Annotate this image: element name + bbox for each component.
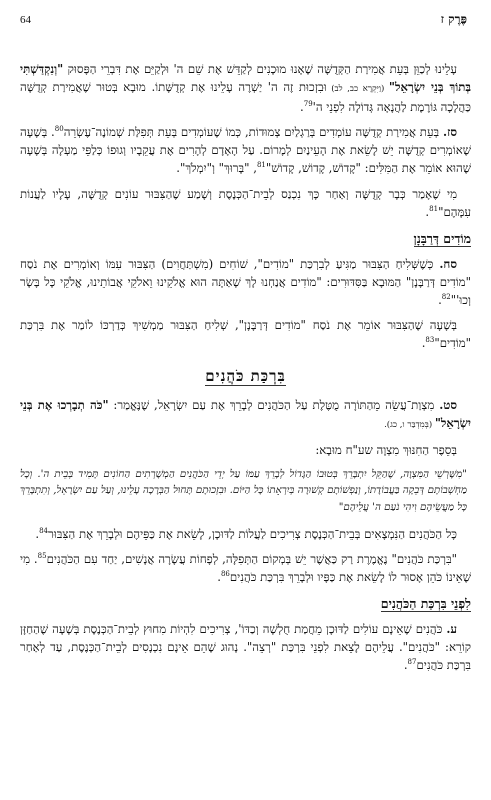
footnote-marker: 84 bbox=[39, 527, 49, 536]
paragraph-text: עָלֵינוּ לְכַוֵּן בְּעֵת אֲמִירַת הַקְּדֻשָּׁה שֶׁאָנוּ מוּכָנִים לְקַדֵּשׁ אֶת שֵׁם ה' וּלְקַיֵּם אֶת דִּבְרֵי הַפָּסוּק bbox=[63, 62, 457, 76]
heading-text: בִּרְכַּת כֹּהֲנִים bbox=[205, 367, 286, 386]
footnote-marker: 80 bbox=[54, 125, 64, 134]
paragraph-minyan: "בִּרְכַּת כֹּהֲנִים" נֶאֱמֶרֶת רַק כַּאֲשֶׁר יֵשׁ בְּמְקוֹם הַתְּפִלָּה, לְפָחוֹת עֲשָׂרָה אֲנָשִׁים, יַחַד עִם הַכֹּהֲנִים$^{85}$. מִי שֶׁאֵינוֹ כֹּהֵן אָסוּר לוֹ לָשֵׂאת אֶת כַּפָּיו וּלְבָרֵךְ בִּרְכַּת כֹּהֲנִים$^{86}$. bbox=[20, 552, 471, 585]
footnote-marker: 81 bbox=[429, 204, 439, 213]
page-number: 64 bbox=[20, 14, 31, 26]
paragraph-text: בְּשָׁעָה שֶׁהַצִּבּוּר אוֹמֵר אֶת נֹסַח "מוֹדִים דְּרַבָּנָן", שְׁלִיחַ הַצִּבּוּר מַמְשִׁיךְ כְּדַרְכּוֹ לוֹמַר אֶת בִּרְכַּת "מוֹדִים" bbox=[20, 318, 471, 351]
paragraph-text: כָּל הַכֹּהֲנִים הַנִּמְצָאִים בְּבֵית־הַכְּנֶסֶת צְרִיכִים לַעֲלוֹת לַדּוּכָן, לָשֵׂאת אֶת כַּפֵּיהֶם וּלְבָרֵךְ אֶת הַצִּבּוּר bbox=[48, 527, 457, 541]
paragraph-text: . בְּשָׁעָה שֶׁאוֹמְרִים קְדֻשָּׁה יֵשׁ לָשֵׂאת אֶת הָעֵינַיִם לְמָרוֹם. עַל הָאָדָם לְהָרִים אֶת עֲקֵבָיו וְגוּפוֹ כְּלַפֵּי מַעְלָה בְּשָׁעָה שֶׁהוּא אוֹמֵר אֶת הַמִּלִּים: "קָדוֹשׁ, קָדוֹשׁ, קָדוֹשׁ" bbox=[20, 125, 471, 176]
footnote-marker: 79 bbox=[303, 100, 313, 109]
section-heading-before-birkat bbox=[20, 596, 471, 612]
footnote-marker: 81 bbox=[256, 161, 266, 170]
footnote-marker: 82 bbox=[441, 293, 451, 302]
paragraph-text: כֹּהֲנִים שֶׁאֵינָם עוֹלִים לַדּוּכָן מֵחֲמַת חֻלְשָׁה וְכַדּוֹ', צְרִיכִים לִהְיוֹת מִחוּץ לְבֵית־הַכְּנֶסֶת בְּשָׁעָה שֶׁהַחַזָּן קוֹרֵא: "כֹּהֲנִים". עֲלֵיהֶם לָצֵאת לִפְנֵי בִּרְכַּת "רְצֵה". נָהוּג שֶׁהֵם אֵינָם נִכְנָסִים לְבֵית־הַכְּנֶסֶת, עַד לְאַחַר בִּרְכַּת כֹּהֲנִים bbox=[20, 622, 471, 673]
footnote-marker: 87 bbox=[407, 658, 417, 667]
section-heading-birkat-kohanim bbox=[20, 366, 471, 386]
paragraph-sefer-hachinuch bbox=[20, 441, 471, 459]
section-label: סז. bbox=[443, 125, 457, 140]
chapter-title: פֶּרֶק ז bbox=[440, 12, 467, 26]
paragraph-text: בְּעֵת אֲמִירַת קְדֻשָּׁה עוֹמְדִים בְּרַגְלַיִם צְמוּדוֹת, כְּמוֹ שֶׁעוֹמְדִים בְּעֵת תְּפִלַּת שְׁמוֹנֶה־עֶשְׂרֵה bbox=[63, 125, 443, 140]
paragraph-text: "בִּרְכַּת כֹּהֲנִים" נֶאֱמֶרֶת רַק כַּאֲשֶׁר יֵשׁ בְּמְקוֹם הַתְּפִלָּה, לְפָחוֹת עֲשָׂרָה אֲנָשִׁים, יַחַד עִם הַכֹּהֲנִים bbox=[46, 552, 457, 567]
verse-reference: (בְּמִדְבַּר ו, כג). bbox=[384, 420, 435, 431]
heading-text: מוֹדִים דְּרַבָּנָן bbox=[413, 230, 471, 246]
page-body bbox=[20, 60, 471, 794]
page-header bbox=[0, 12, 491, 38]
paragraph-67: סז. בְּעֵת אֲמִירַת קְדֻשָּׁה עוֹמְדִים בְּרַגְלַיִם צְמוּדוֹת, כְּמוֹ שֶׁעוֹמְדִים בְּעֵת תְּפִלַּת שְׁמוֹנֶה־עֶשְׂרֵה$^{80}$. בְּשָׁעָה שֶׁאוֹמְרִים קְדֻשָּׁה יֵשׁ לָשֵׂאת אֶת הָעֵינַיִם לְמָרוֹם. עַל הָאָדָם לְהָרִים אֶת עֲקֵבָיו וְגוּפוֹ כְּלַפֵּי מַעְלָה בְּשָׁעָה שֶׁהוּא אוֹמֵר אֶת הַמִּלִּים: "קָדוֹשׁ, קָדוֹשׁ, קָדוֹשׁ"$^{81}$, "בָּרוּךְ" וְ"יִמְלֹךְ". bbox=[20, 125, 471, 176]
footnote-marker: 85 bbox=[37, 552, 47, 561]
section-label: סט. bbox=[439, 398, 457, 413]
quote-block-chinuch: "מִשָּׁרְשֵׁי הַמִּצְוָה, שֶׁהַקֵּל יִתְבָּרֵךְ בְּטוּבוֹ הַגָּדוֹל לְבָרֵךְ עַמּוֹ עַל יְדֵי הַכֹּהֲנִים הַמְשָׁרְתִים הַחוֹנִים תָּמִיד בְּבֵית ה'. וְכָל מַחְשְׁבוֹתָם דְּבֵקָה בַּעֲבוֹדָתוֹ, וְנַפְשׁוֹתָם קְשׁוּרָה בְּיִרְאָתוֹ כָּל הַיּוֹם. וּבִזְכוּתָם תָּחוּל הַבְּרָכָה עָלֵינוּ, וְעַל עַם יִשְׂרָאֵל, וְתִתְבָּרֵךְ כָּל מַעֲשֵׂיהֶם וִיהִי נֹעַם ה' עֲלֵיהֶם" bbox=[20, 468, 467, 513]
section-heading-modim bbox=[20, 231, 471, 247]
paragraph-text: , "בָּרוּךְ" וְ"יִמְלֹךְ" bbox=[180, 161, 257, 176]
paragraph-text: כְּשֶׁשְּׁלִיחַ הַצִּבּוּר מַגִּיעַ לְבִרְכַּת "מוֹדִים", שׁוֹחִים (מִשְׁתַּחֲוִים) הַצִּבּוּר עִמּוֹ וְאוֹמְרִים אֶת נֹסַח "מוֹדִים דְּרַבָּנָן" הַמּוּבָא בַּסִּדּוּרִים: "מוֹדִים אֲנַחְנוּ לָךְ שָׁאַתָּה הוּא אֱלֹקֵינוּ וֵאלֹקֵי אֲבוֹתֵינוּ, אֱלֹקֵי כָּל בָּשָׂר וְכוּ'" bbox=[20, 256, 471, 307]
footnote-marker: 83 bbox=[425, 336, 435, 345]
paragraph-text: וּבִזְכוּת זֶה ה' יַשְׁרֶה עָלֵינוּ אֶת קְדֻשָּׁתוֹ. מוּבָא בְּטוּר שֶׁאֲמִירַת קְדֻשָּׁה כַּהֲלָכָה גּוֹרֶמֶת לַהֲנָאָה גְּדוֹלָה לִפְנֵי ה' bbox=[20, 80, 471, 115]
heading-text: לִפְנֵי בִּרְכַּת הַכֹּהֲנִים bbox=[380, 596, 471, 612]
paragraph-68: סח. כְּשֶׁשְּׁלִיחַ הַצִּבּוּר מַגִּיעַ לְבִרְכַּת "מוֹדִים", שׁוֹחִים (מִשְׁתַּחֲוִים) הַצִּבּוּר עִמּוֹ וְאוֹמְרִים אֶת נֹסַח "מוֹדִים דְּרַבָּנָן" הַמּוּבָא בַּסִּדּוּרִים: "מוֹדִים אֲנַחְנוּ לָךְ שָׁאַתָּה הוּא אֱלֹקֵינוּ וֵאלֹקֵי אֲבוֹתֵינוּ, אֱלֹקֵי כָּל בָּשָׂר וְכוּ'"$^{82}$. bbox=[20, 256, 471, 307]
paragraph-text: מִי שֶׁאָמַר כְּבָר קְדֻשָּׁה וְאַחַר כָּךְ נִכְנַס לְבֵית־הַכְּנֶסֶת וְשָׁמַע שֶׁהַצִּבּוּר עוֹנִים קְדֻשָּׁה, עָלָיו לַעֲנוֹת עִמָּהֶם" bbox=[20, 186, 471, 219]
paragraph-modim-chazan: בְּשָׁעָה שֶׁהַצִּבּוּר אוֹמֵר אֶת נֹסַח "מוֹדִים דְּרַבָּנָן", שְׁלִיחַ הַצִּבּוּר מַמְשִׁיךְ כְּדַרְכּוֹ לוֹמַר אֶת בִּרְכַּת "מוֹדִים"$^{83}$. bbox=[20, 318, 471, 351]
paragraph-text: מִצְוַת־עֲשֵׂה מֵהַתּוֹרָה מֻטֶּלֶת עַל הַכֹּהֲנִים לְבָרֵךְ אֶת עַם יִשְׂרָאֵל, שֶׁנֶּאֱמַר: bbox=[108, 398, 440, 413]
verse-quote: "וְנִקְדַּשְׁתִּי בְּתוֹךְ בְּנֵי יִשְׂרָאֵל" bbox=[20, 62, 471, 95]
paragraph-text: בְּסֵפֶר הַחִנּוּךְ מִצְוָה שע"ח מוּבָא: bbox=[315, 443, 457, 458]
paragraph-late-kedusha: מִי שֶׁאָמַר כְּבָר קְדֻשָּׁה וְאַחַר כָּךְ נִכְנַס לְבֵית־הַכְּנֶסֶת וְשָׁמַע שֶׁהַצִּבּוּר עוֹנִים קְדֻשָּׁה, עָלָיו לַעֲנוֹת עִמָּהֶם"$^{81}$. bbox=[20, 186, 471, 219]
paragraph-69 bbox=[20, 396, 471, 434]
verse-reference: (וַיִּקְרָא כב, לב) bbox=[326, 84, 389, 95]
section-label: סח. bbox=[439, 256, 457, 271]
footnote-marker: 86 bbox=[220, 570, 230, 579]
verse-quote: "כֹּה תְבָרְכוּ אֶת בְּנֵי יִשְׂרָאֵל" bbox=[20, 398, 471, 431]
paragraph-all-kohanim: כָּל הַכֹּהֲנִים הַנִּמְצָאִים בְּבֵית־הַכְּנֶסֶת צְרִיכִים לַעֲלוֹת לַדּוּכָן, לָשֵׂאת אֶת כַּפֵּיהֶם וּלְבָרֵךְ אֶת הַצִּבּוּר$^{84}$. bbox=[35, 527, 457, 541]
section-label: ע. bbox=[446, 622, 457, 637]
paragraph-kedusha-intent: עָלֵינוּ לְכַוֵּן בְּעֵת אֲמִירַת הַקְּדֻשָּׁה שֶׁאָנוּ מוּכָנִים לְקַדֵּשׁ אֶת שֵׁם ה' וּלְקַיֵּם אֶת דִּבְרֵי הַפָּסוּק "וְנִקְדַּשְׁתִּי בְּתוֹךְ בְּנֵי יִשְׂרָאֵל" (וַיִּקְרָא כב, לב) וּבִזְכוּת זֶה ה' יַשְׁרֶה עָלֵינוּ אֶת קְדֻשָּׁתוֹ. מוּבָא בְּטוּר שֶׁאֲמִירַת קְדֻשָּׁה כַּהֲלָכָה גּוֹרֶמֶת לַהֲנָאָה גְּדוֹלָה לִפְנֵי $ה'^{79}$. bbox=[20, 62, 471, 115]
paragraph-text: . מִי שֶׁאֵינוֹ כֹּהֵן אָסוּר לוֹ לָשֵׂאת אֶת כַּפָּיו וּלְבָרֵךְ בִּרְכַּת כֹּהֲנִים bbox=[20, 552, 471, 585]
paragraph-70: ע. כֹּהֲנִים שֶׁאֵינָם עוֹלִים לַדּוּכָן מֵחֲמַת חֻלְשָׁה וְכַדּוֹ', צְרִיכִים לִהְיוֹת מִחוּץ לְבֵית־הַכְּנֶסֶת בְּשָׁעָה שֶׁהַחַזָּן קוֹרֵא: "כֹּהֲנִים". עֲלֵיהֶם לָצֵאת לִפְנֵי בִּרְכַּת "רְצֵה". נָהוּג שֶׁהֵם אֵינָם נִכְנָסִים לְבֵית־הַכְּנֶסֶת, עַד לְאַחַר בִּרְכַּת כֹּהֲנִים$^{87}$. bbox=[20, 622, 471, 673]
